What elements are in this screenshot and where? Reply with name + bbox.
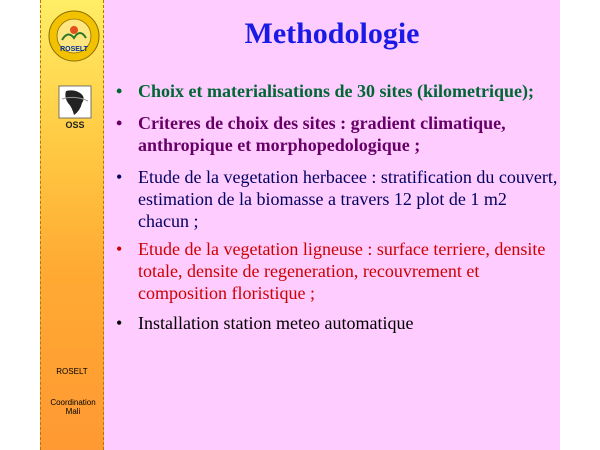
bullet-item xyxy=(112,80,558,102)
bullet-dot-icon: • xyxy=(116,167,123,187)
bullet-item xyxy=(112,166,558,232)
bullet-text: Choix et materialisations de 30 sites (kilometrique); xyxy=(138,81,534,101)
slide-title: Methodologie xyxy=(244,17,420,50)
sidebar-coordination-text: Coordination xyxy=(50,398,96,407)
oss-logo-text: OSS xyxy=(65,120,85,130)
bullet-item xyxy=(112,312,558,334)
bullet-dot-icon: • xyxy=(116,239,123,259)
bullet-text: Installation station meteo automatique xyxy=(138,313,414,333)
sidebar-mali-text: Mali xyxy=(65,407,81,416)
sidebar-panel xyxy=(40,0,104,450)
sidebar-roselt-label: ROSELT xyxy=(56,367,88,376)
roselt-logo-text: ROSELT xyxy=(60,46,88,53)
oss-logo xyxy=(58,85,92,131)
sidebar-coordination-label xyxy=(44,398,102,416)
bullet-list xyxy=(112,80,558,334)
bullet-item xyxy=(112,112,558,156)
bullet-dot-icon: • xyxy=(116,81,123,101)
bullet-dot-icon: • xyxy=(116,113,123,133)
bullet-text: Etude de la vegetation ligneuse : surface terriere, densite totale, densite de regeneration, recouvrement et composition floristique ; xyxy=(138,239,546,303)
bullet-item xyxy=(112,238,558,304)
bullet-text: Criteres de choix des sites : gradient climatique, anthropique et morphopedologique ; xyxy=(138,113,506,155)
bullet-text: Etude de la vegetation herbacee : stratification du couvert, estimation de la biomasse a travers 12 plot de 1 m2 chacun ; xyxy=(138,167,558,231)
roselt-logo xyxy=(48,10,100,62)
bullet-dot-icon: • xyxy=(116,313,123,333)
